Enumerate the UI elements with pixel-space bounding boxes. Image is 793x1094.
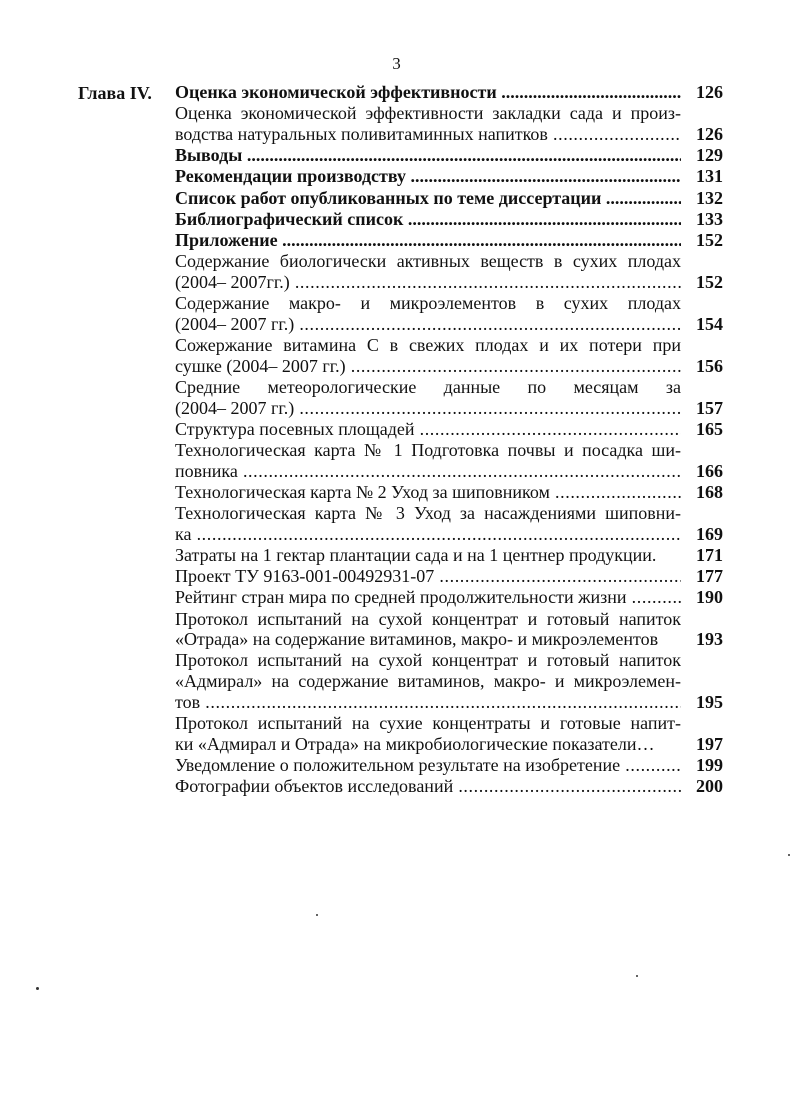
toc-entry-line: Технологическая карта № 3 Уход за насаждениями шиповни- bbox=[175, 503, 681, 524]
toc-page-number: 177 bbox=[696, 566, 723, 587]
toc-entry-line: Рекомендации производству ..... bbox=[175, 166, 681, 187]
toc-entry-line: (2004– 2007гг.) ..... bbox=[175, 272, 681, 293]
toc-entry-line: повника ..... bbox=[175, 461, 681, 482]
toc-entry bbox=[175, 166, 723, 187]
toc-entry bbox=[175, 440, 723, 481]
toc-entry-line: «Отрада» на содержание витаминов, макро- и микроэлементов bbox=[175, 629, 659, 650]
toc-entry-line: Уведомление о положительном результате на изобретение ..... bbox=[175, 755, 681, 776]
toc-entry-line: сушке (2004– 2007 гг.) ..... bbox=[175, 356, 681, 377]
toc-entry-line: (2004– 2007 гг.) ..... bbox=[175, 314, 681, 335]
toc-page-number: 168 bbox=[696, 481, 723, 502]
toc-entry bbox=[175, 335, 723, 376]
toc-entry-line: (2004– 2007 гг.) ..... bbox=[175, 398, 681, 419]
toc-entry bbox=[175, 419, 723, 440]
toc-page-number: 197 bbox=[696, 733, 723, 754]
toc-page-number: 165 bbox=[696, 418, 723, 439]
toc-entry-line: Средние метеорологические данные по месяцам за bbox=[175, 376, 681, 397]
toc-entry bbox=[175, 209, 723, 230]
toc-entry bbox=[175, 251, 723, 292]
toc-entry-line: Содержание биологически активных веществ в сухих плодах bbox=[175, 251, 681, 272]
toc-page-number: 171 bbox=[696, 544, 723, 565]
toc-entry-line: Оценка экономической эффективности закладки сада и произ- bbox=[175, 103, 681, 124]
toc-entry-line: Фотографии объектов исследований ..... bbox=[175, 776, 681, 797]
toc-entry-line: Затраты на 1 гектар плантации сада и на 1 центнер продукции. bbox=[175, 544, 657, 565]
toc-entry-line: Выводы ..... bbox=[175, 145, 681, 166]
toc-page-number: 157 bbox=[696, 397, 723, 418]
toc-page-number: 152 bbox=[696, 229, 723, 250]
toc-entry-line: Рейтинг стран мира по средней продолжительности жизни ..... bbox=[175, 587, 681, 608]
toc-entry-line: Протокол испытаний на сухие концентраты и готовые напит- bbox=[175, 713, 681, 734]
toc-page-number: 133 bbox=[696, 208, 723, 229]
toc-entry bbox=[175, 82, 723, 103]
toc-page-number: 199 bbox=[696, 755, 723, 775]
toc-entry bbox=[175, 755, 723, 776]
toc-entry-line: Проект ТУ 9163-001-00492931-07 ..... bbox=[175, 566, 681, 587]
toc-page-number: 154 bbox=[696, 313, 723, 334]
toc-entry-line: Приложение ..... bbox=[175, 230, 681, 251]
toc-page-number: 132 bbox=[696, 187, 723, 208]
toc-entry-line: тов ..... bbox=[175, 692, 681, 713]
toc-page-number: 129 bbox=[696, 145, 723, 166]
toc-page-number: 126 bbox=[696, 82, 723, 102]
toc-entry bbox=[175, 713, 723, 754]
toc-entry bbox=[175, 587, 723, 608]
toc-entry bbox=[175, 145, 723, 166]
page-number: 3 bbox=[392, 54, 401, 73]
toc-entry-line: Сожержание витамина С в свежих плодах и их потери при bbox=[175, 334, 681, 355]
table-of-contents bbox=[175, 82, 723, 797]
toc-entry bbox=[175, 103, 723, 144]
toc-page-number: 195 bbox=[696, 691, 723, 712]
toc-entry-line: ка ..... bbox=[175, 524, 681, 545]
toc-entry-line: Протокол испытаний на сухой концентрат и готовый напиток bbox=[175, 608, 681, 629]
scan-speck bbox=[36, 987, 39, 990]
toc-entry-line: Содержание макро- и микроэлементов в сухих плодах bbox=[175, 293, 681, 314]
toc-entry-line: Структура посевных площадей ..... bbox=[175, 419, 681, 440]
toc-entry-line: Список работ опубликованных по теме диссертации ..... bbox=[175, 188, 681, 209]
scan-speck bbox=[788, 854, 790, 856]
scan-speck bbox=[316, 914, 318, 916]
toc-entry-line: «Адмирал» на содержание витаминов, макро- и микроэлемен- bbox=[175, 671, 681, 692]
toc-page-number: 131 bbox=[696, 166, 723, 187]
toc-entry bbox=[175, 776, 723, 797]
toc-entry bbox=[175, 545, 723, 566]
toc-page-number: 169 bbox=[696, 523, 723, 544]
toc-page-number: 126 bbox=[696, 123, 723, 144]
toc-entry bbox=[175, 503, 723, 544]
toc-entry bbox=[175, 609, 723, 650]
toc-entry-line: Библиографический список ..... bbox=[175, 209, 681, 230]
toc-entry-line: Оценка экономической эффективности ..... bbox=[175, 82, 681, 103]
toc-entry bbox=[175, 293, 723, 334]
toc-entry bbox=[175, 188, 723, 209]
toc-entry bbox=[175, 650, 723, 712]
toc-page-number: 190 bbox=[696, 587, 723, 608]
toc-page-number: 193 bbox=[696, 629, 723, 650]
toc-entry-line: водства натуральных поливитаминных напитков ..... bbox=[175, 124, 681, 145]
toc-entry bbox=[175, 482, 723, 503]
toc-entry-line: Технологическая карта № 1 Подготовка почвы и посадка ши- bbox=[175, 439, 681, 460]
toc-entry bbox=[175, 377, 723, 418]
toc-entry-line: Протокол испытаний на сухой концентрат и готовый напиток bbox=[175, 650, 681, 671]
toc-entry bbox=[175, 230, 723, 251]
toc-page-number: 166 bbox=[696, 460, 723, 481]
toc-page-number: 200 bbox=[696, 776, 723, 797]
toc-entry-line: ки «Адмирал и Отрада» на микробиологические показатели… bbox=[175, 733, 655, 754]
toc-entry-line: Технологическая карта № 2 Уход за шиповником ..... bbox=[175, 482, 681, 503]
toc-page-number: 152 bbox=[696, 271, 723, 292]
toc-page-number: 156 bbox=[696, 355, 723, 376]
chapter-label: Глава IV. bbox=[78, 83, 152, 103]
scan-speck bbox=[636, 975, 638, 977]
toc-entry bbox=[175, 566, 723, 587]
